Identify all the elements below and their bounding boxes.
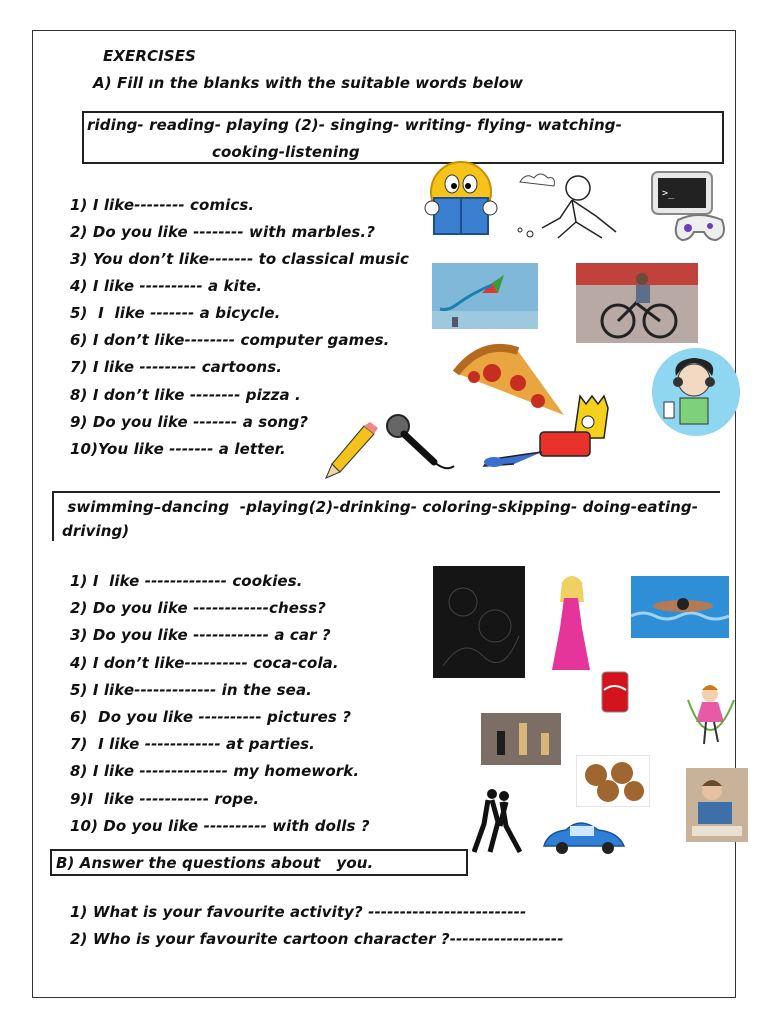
dancing-couple-image	[472, 786, 522, 856]
computer-games-image	[648, 170, 728, 242]
exercise-a-item: 8) I don’t like -------- pizza .	[70, 386, 301, 404]
svg-text:>_: >_	[662, 188, 675, 199]
car-image	[538, 816, 630, 856]
coloring-picture-image	[433, 566, 525, 678]
bicycle-image	[576, 263, 698, 343]
exercise-a-item: 2) Do you like -------- with marbles.?	[70, 223, 376, 241]
exercise-b-item: 7) I like ------------ at parties.	[70, 735, 315, 753]
exercise-a-item: 4) I like ---------- a kite.	[70, 277, 263, 295]
page-title: EXERCISES	[103, 47, 196, 65]
kite-image	[432, 263, 538, 329]
exercise-b-item: 8) I like -------------- my homework.	[70, 762, 360, 780]
microphone-image	[384, 412, 456, 474]
bart-cartoon-image	[480, 392, 620, 472]
swimming-image	[631, 576, 729, 638]
cookies-image	[576, 755, 650, 807]
exercise-a-item: 10)You like ------- a letter.	[70, 440, 286, 458]
word-box-b-line1: swimming–dancing -playing(2)-drinking- coloring-skipping- doing-eating-	[62, 498, 699, 516]
exercise-a-item: 1) I like-------- comics.	[70, 196, 255, 214]
section-a-heading: A) Fill ın the blanks with the suitable words below	[93, 74, 524, 92]
exercise-b-item: 5) I like------------- in the sea.	[70, 681, 312, 699]
exercise-a-item: 9) Do you like ------- a song?	[70, 413, 309, 431]
reading-emoji-image	[422, 158, 500, 238]
skipping-girl-image	[682, 680, 740, 750]
exercise-a-item: 7) I like --------- cartoons.	[70, 358, 283, 376]
exercise-a-item: 5) I like ------- a bicycle.	[70, 304, 281, 322]
doll-image	[546, 574, 596, 674]
coca-cola-can-image	[598, 668, 632, 716]
boy-marbles-image	[512, 166, 628, 244]
exercise-b-item: 2) Do you like ------------chess?	[70, 599, 326, 617]
question-item: 1) What is your favourite activity? -------------------------	[70, 903, 527, 921]
exercise-b-item: 4) I don’t like---------- coca-cola.	[70, 654, 339, 672]
exercise-a-item: 3) You don’t like------- to classical music	[70, 250, 409, 268]
exercise-b-item: 10) Do you like ---------- with dolls ?	[70, 817, 370, 835]
section-b-heading: B) Answer the questions about you.	[56, 854, 374, 872]
exercise-b-item: 1) I like ------------- cookies.	[70, 572, 303, 590]
question-item: 2) Who is your favourite cartoon character ?------------------	[70, 930, 564, 948]
exercise-b-item: 6) Do you like ---------- pictures ?	[70, 708, 352, 726]
pencil-image	[318, 420, 378, 484]
word-box-a-line1: riding- reading- playing (2)- singing- writing- flying- watching-	[87, 116, 622, 134]
word-box-a-line2: cooking-listening	[212, 143, 360, 161]
listening-girl-image	[650, 346, 742, 438]
homework-boy-image	[686, 768, 748, 842]
chess-image	[481, 713, 561, 765]
word-box-b-line2: driving)	[62, 522, 130, 540]
exercise-a-item: 6) I don’t like-------- computer games.	[70, 331, 390, 349]
exercise-b-item: 9)I like ----------- rope.	[70, 790, 260, 808]
exercise-b-item: 3) Do you like ------------ a car ?	[70, 626, 331, 644]
